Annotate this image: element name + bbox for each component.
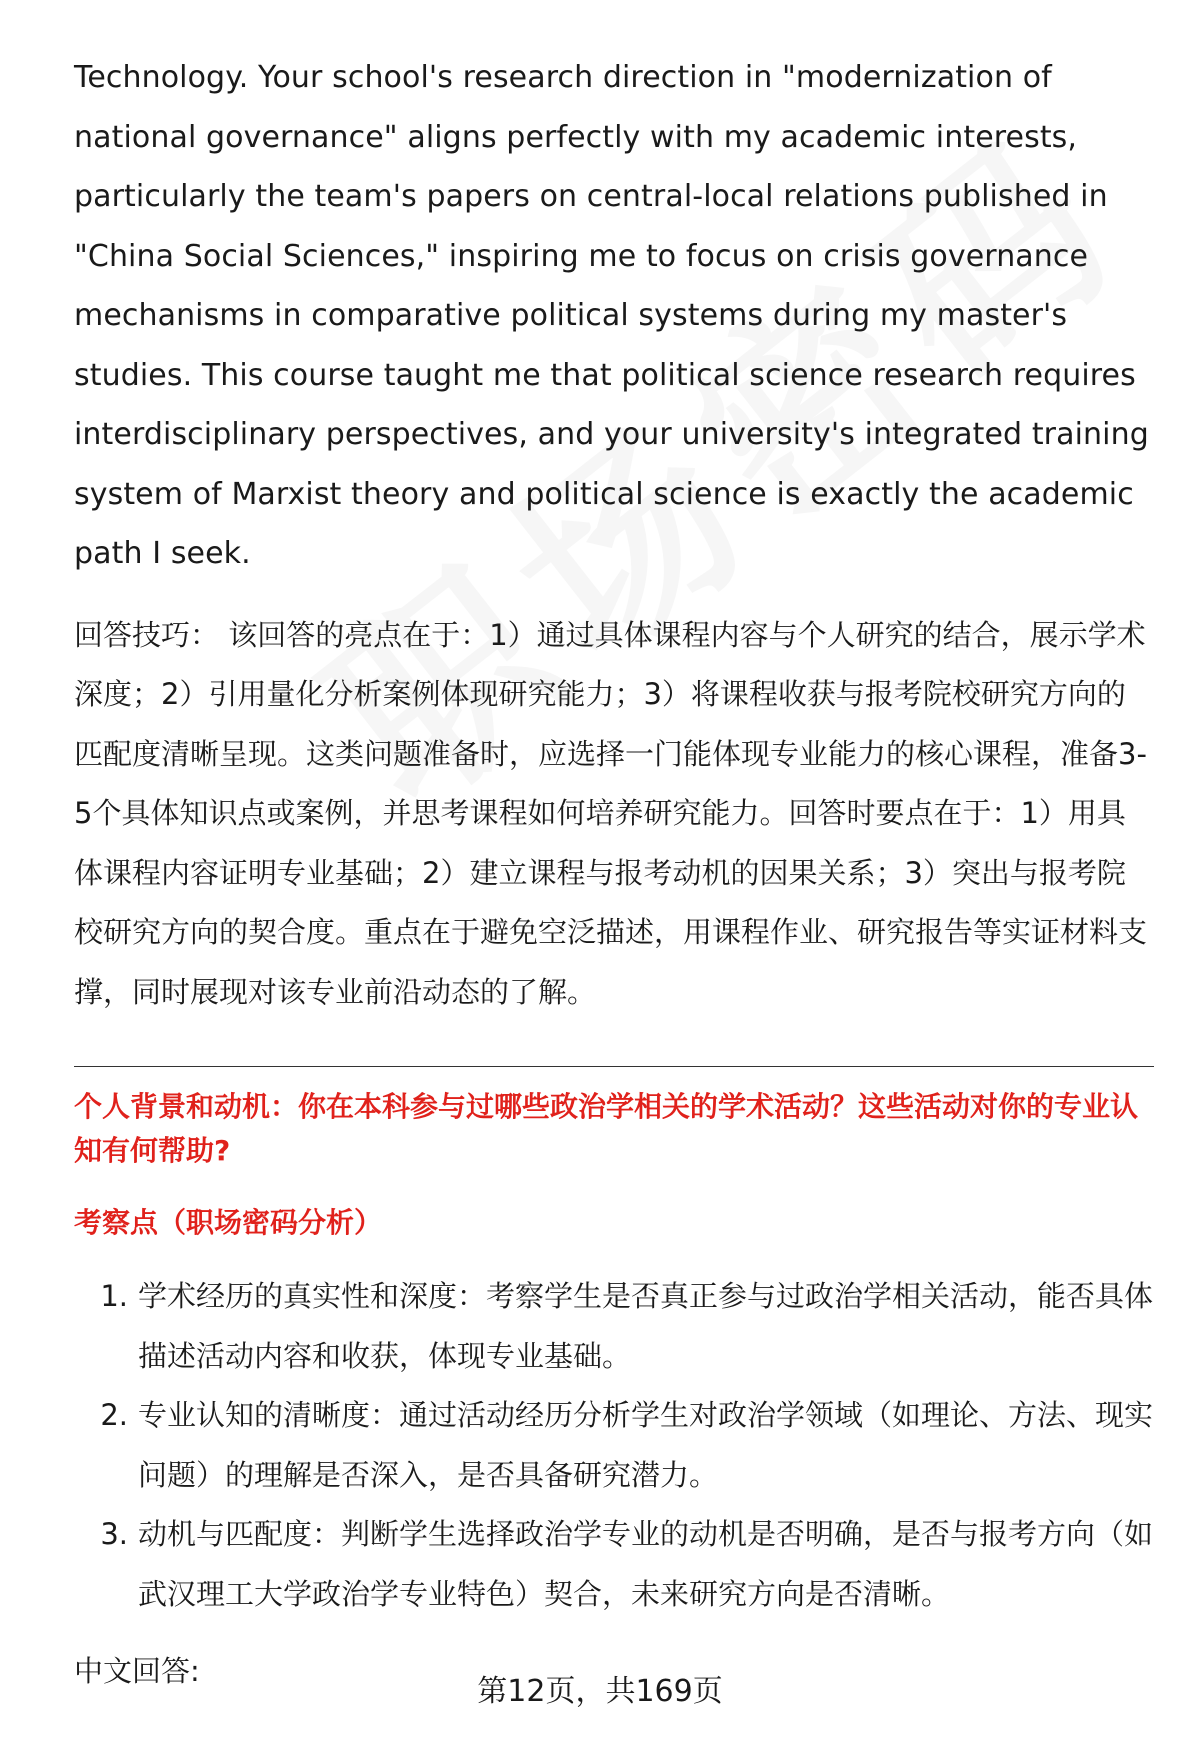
question-heading: 个人背景和动机：你在本科参与过哪些政治学相关的学术活动？这些活动对你的专业认知有何帮助?: [74, 1090, 1139, 1167]
list-item-number: 3.: [100, 1517, 128, 1551]
list-item-number: 2.: [100, 1398, 128, 1432]
list-item-number: 1.: [100, 1279, 128, 1313]
chinese-answer-label: 中文回答:: [74, 1654, 200, 1688]
intro-paragraph: Technology. Your school's research direction in "modernization of national governance" aligns perfectly with my academic interests, particularly the team's papers on central-local relations published in "China Social Sciences," inspiring me to focus on crisis governance mechanisms in comparative political systems during my master's studies. This course taught me that political science research requires interdisciplinary perspectives, and your university's integrated training system of Marxist theory and political science is exactly the academic path I seek.: [74, 60, 1149, 571]
list-item-text: 专业认知的清晰度：通过活动经历分析学生对政治学领域（如理论、方法、现实问题）的理解是否深入，是否具备研究潜力。: [138, 1398, 1154, 1492]
list-item: [74, 1267, 1154, 1386]
list-item: [74, 1386, 1154, 1505]
page-number-footer: 第12页，共169页: [477, 1674, 723, 1709]
focus-heading: 考察点（职场密码分析）: [74, 1206, 383, 1239]
answer-tips-paragraph: 回答技巧： 该回答的亮点在于：1）通过具体课程内容与个人研究的结合，展示学术深度；2）引用量化分析案例体现研究能力；3）将课程收获与报考院校研究方向的匹配度清晰呈现。这类问题准备时，应选择一门能体现专业能力的核心课程，准备3-5个具体知识点或案例，并思考课程如何培养研究能力。回答时要点在于：1）用具体课程内容证明专业基础；2）建立课程与报考动机的因果关系；3）突出与报考院校研究方向的契合度。重点在于避免空泛描述，用课程作业、研究报告等实证材料支撑，同时展现对该专业前沿动态的了解。: [74, 617, 1148, 1009]
list-item: [74, 1505, 1154, 1624]
section-divider: [74, 1066, 1154, 1067]
list-item-text: 学术经历的真实性和深度：考察学生是否真正参与过政治学相关活动，能否具体描述活动内容和收获，体现专业基础。: [138, 1279, 1154, 1373]
document-page: [74, 48, 1154, 1702]
focus-points-list: [74, 1267, 1154, 1624]
list-item-text: 动机与匹配度：判断学生选择政治学专业的动机是否明确，是否与报考方向（如武汉理工大学政治学专业特色）契合，未来研究方向是否清晰。: [138, 1517, 1154, 1611]
